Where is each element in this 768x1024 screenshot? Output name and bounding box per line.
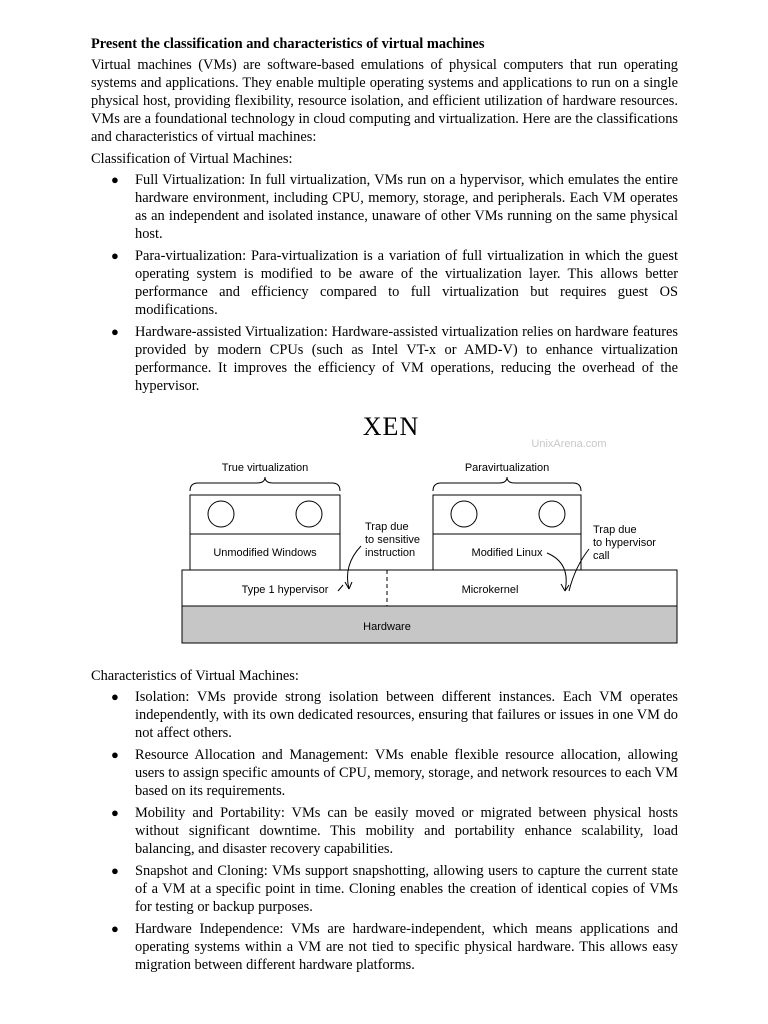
process-circle bbox=[208, 501, 234, 527]
trap-sensitive-label: Trap due to sensitive instruction bbox=[365, 521, 421, 559]
bullet-icon: ● bbox=[111, 805, 119, 820]
process-circle bbox=[296, 501, 322, 527]
list-item: ● Mobility and Portability: VMs can be easily moved or migrated between physical hosts without significant downtime. This mobility and portability enhance scalability, load balancing, and disaster recovery capabilities. bbox=[111, 805, 678, 857]
modified-linux-label: Modified Linux bbox=[471, 547, 543, 559]
process-circle bbox=[539, 501, 565, 527]
paravirtualization-label: Paravirtualization bbox=[464, 462, 550, 474]
left-brace bbox=[190, 477, 340, 491]
bullet-icon: ● bbox=[111, 863, 119, 878]
characteristics-label: Characteristics of Virtual Machines: bbox=[91, 668, 299, 684]
bullet-icon: ● bbox=[111, 324, 119, 339]
xen-diagram bbox=[91, 399, 678, 661]
list-item: ● Snapshot and Cloning: VMs support snapshotting, allowing users to capture the current state of a VM at a specific point in time. Cloning enables the creation of identical copies of VMs for testing or backup purposes. bbox=[111, 863, 678, 915]
classification-label: Classification of Virtual Machines: bbox=[91, 151, 293, 167]
list-item: ● Hardware Independence: VMs are hardware-independent, which means applications and operating systems within a VM are not tied to specific physical hardware. This allows easy migration between different hardware platforms. bbox=[111, 921, 678, 973]
list-item: ● Isolation: VMs provide strong isolation between different instances. Each VM operates independently, with its own dedicated resources, ensuring that failures or issues in one VM do not affect others. bbox=[111, 689, 678, 741]
true-virtualization-label: True virtualization bbox=[221, 462, 309, 474]
bullet-icon: ● bbox=[111, 248, 119, 263]
list-item: ● Resource Allocation and Management: VMs enable flexible resource allocation, allowing users to assign specific amounts of CPU, memory, storage, and network resources to each VM based on its requirements. bbox=[111, 747, 678, 799]
bullet-icon: ● bbox=[111, 747, 119, 762]
hardware-label: Hardware bbox=[363, 621, 411, 633]
watermark: UnixArena.com bbox=[531, 438, 607, 450]
list-item: ● Para-virtualization: Para-virtualization is a variation of full virtualization in which the guest operating system is modified to be aware of the virtualization layer. This allows better performance and efficiency compared to full virtualization but requires guest OS modifications. bbox=[111, 248, 678, 318]
microkernel-label: Microkernel bbox=[461, 584, 519, 596]
process-circle bbox=[451, 501, 477, 527]
characteristics-list bbox=[91, 688, 678, 974]
type1-hypervisor-label: Type 1 hypervisor bbox=[241, 584, 329, 596]
intro-paragraph: Virtual machines (VMs) are software-based emulations of physical computers that run operating systems and applications. They enable multiple operating systems and applications to run on a single physical host, providing flexibility, resource isolation, and efficient utilization of hardware resources. VMs are a foundational technology in cloud computing and virtualization. Here are the classifications and characteristics of virtual machines: bbox=[91, 57, 678, 145]
document-heading: Present the classification and characteristics of virtual machines bbox=[91, 36, 485, 52]
trap-hypervisor-label: Trap due to hypervisor call bbox=[593, 524, 656, 562]
right-brace bbox=[433, 477, 581, 491]
document-page bbox=[91, 35, 678, 978]
bullet-icon: ● bbox=[111, 921, 119, 936]
bullet-icon: ● bbox=[111, 689, 119, 704]
unmodified-windows-label: Unmodified Windows bbox=[213, 547, 317, 559]
classification-list bbox=[91, 171, 678, 395]
list-item: ● Hardware-assisted Virtualization: Hardware-assisted virtualization relies on hardware features provided by modern CPUs (such as Intel VT-x or AMD-V) to enhance virtualization performance. It improves the efficiency of VM operations, reducing the overhead of the hypervisor. bbox=[111, 324, 678, 394]
hardware-layer bbox=[182, 606, 677, 643]
list-item: ● Full Virtualization: In full virtualization, VMs run on a hypervisor, which emulates the entire hardware environment, including CPU, memory, storage, and peripherals. Each VM operates as an independent and isolated instance, unaware of other VMs running on the same physical host. bbox=[111, 172, 678, 242]
diagram-title: XEN bbox=[362, 412, 420, 441]
bullet-icon: ● bbox=[111, 172, 119, 187]
